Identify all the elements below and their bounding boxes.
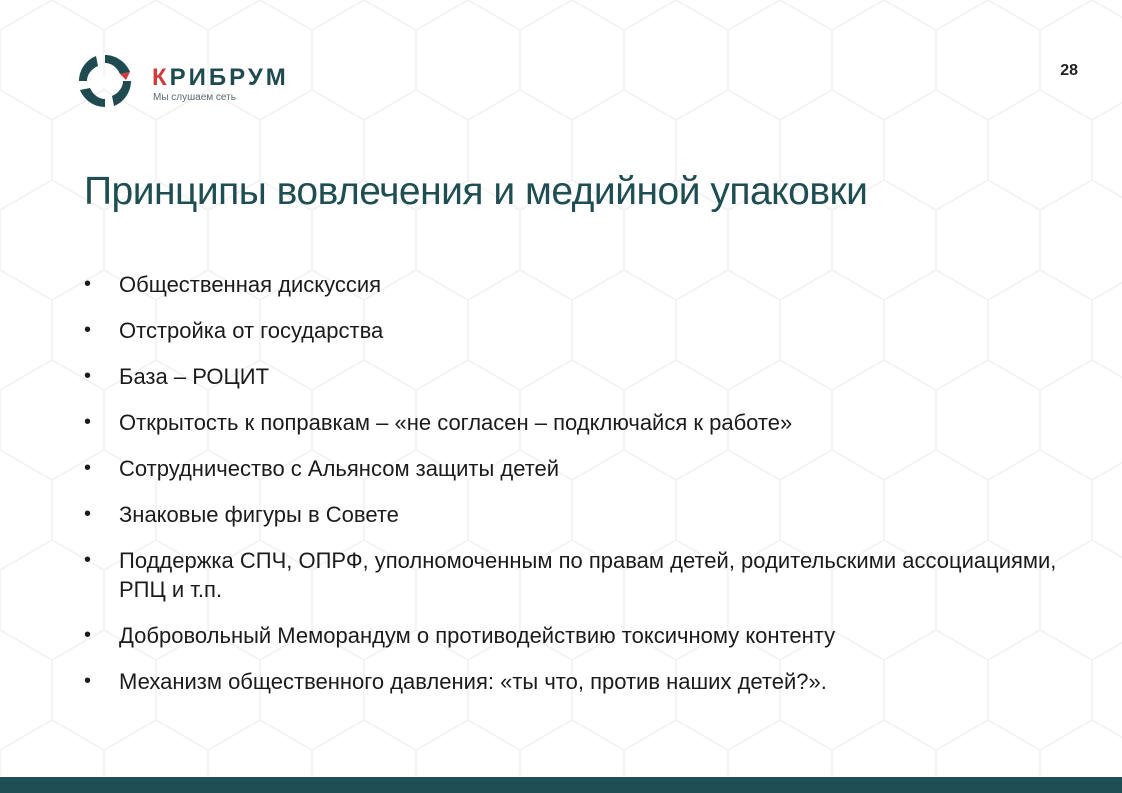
footer-bar	[0, 777, 1122, 793]
bullet-item	[84, 316, 1094, 345]
bullet-text: База – РОЦИТ	[119, 364, 270, 389]
bullet-icon: •	[84, 457, 92, 479]
bullet-item	[84, 621, 1094, 650]
slide-title: Принципы вовлечения и медийной упаковки	[84, 170, 868, 213]
bullet-item	[84, 270, 1094, 299]
brand-name-first-letter: К	[152, 64, 170, 91]
bullet-icon: •	[84, 411, 92, 433]
bullet-icon: •	[84, 503, 92, 525]
bullet-icon: •	[84, 365, 92, 387]
bullet-text: Общественная дискуссия	[119, 272, 382, 297]
bullet-text: Открытость к поправкам – «не согласен – подключайся к работе»	[119, 410, 793, 435]
kribrum-logo-icon	[76, 52, 134, 110]
bullet-text: Механизм общественного давления: «ты что, против наших детей?».	[119, 669, 827, 694]
brand-name	[152, 64, 289, 92]
bullet-text: Отстройка от государства	[119, 318, 384, 343]
bullet-icon: •	[84, 273, 92, 295]
bullet-item	[84, 546, 1094, 604]
brand-tagline: Мы слушаем сеть	[153, 92, 236, 103]
bullet-icon: •	[84, 624, 92, 646]
bullet-text: Знаковые фигуры в Совете	[119, 502, 399, 527]
bullet-icon: •	[84, 549, 92, 571]
bullet-item	[84, 408, 1094, 437]
bullet-item	[84, 500, 1094, 529]
page-number: 28	[1060, 62, 1078, 79]
bullet-item	[84, 454, 1094, 483]
bullet-list	[84, 270, 1094, 713]
bullet-text: Добровольный Меморандум о противодействию токсичному контенту	[119, 623, 836, 648]
bullet-icon: •	[84, 319, 92, 341]
bullet-text: Сотрудничество с Альянсом защиты детей	[119, 456, 560, 481]
bullet-text: Поддержка СПЧ, ОПРФ, уполномоченным по правам детей, родительскими ассоциациями, РПЦ и т.п.	[119, 548, 1057, 602]
kribrum-logo	[76, 52, 306, 112]
bullet-item	[84, 667, 1094, 696]
bullet-item	[84, 362, 1094, 391]
bullet-icon: •	[84, 670, 92, 692]
brand-name-rest: РИБРУМ	[169, 64, 289, 91]
